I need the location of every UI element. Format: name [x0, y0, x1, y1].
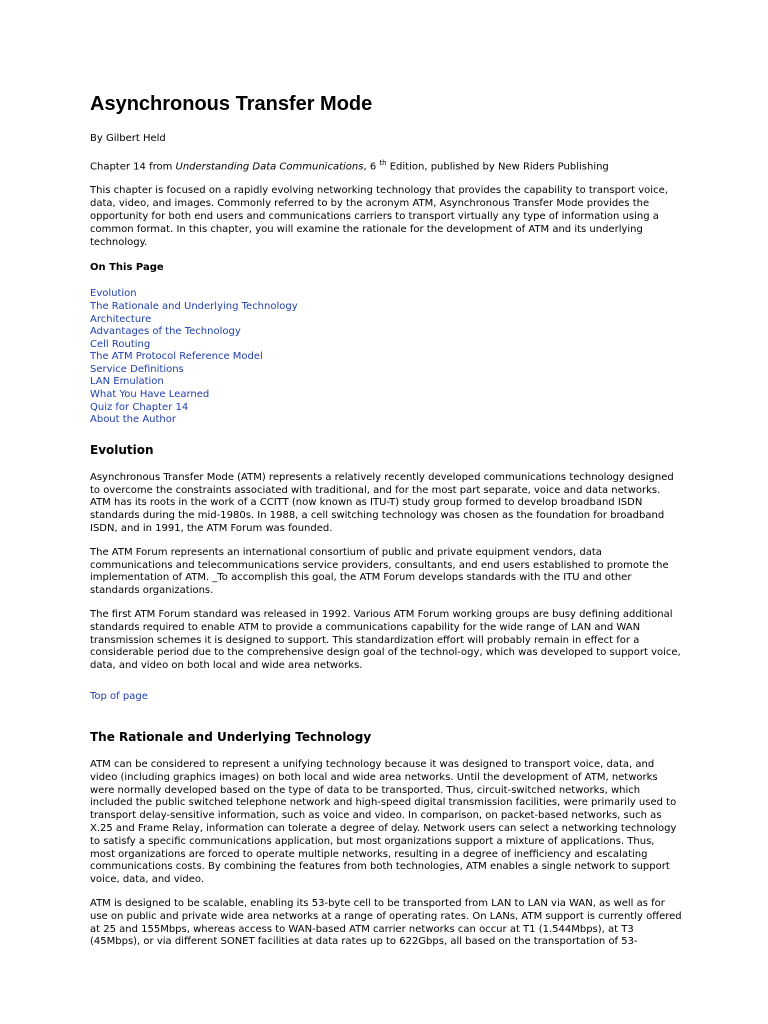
publisher-text: Edition, published by New Riders Publishing: [386, 161, 609, 173]
toc-link-evolution[interactable]: Evolution: [90, 288, 137, 300]
edition-superscript: th: [379, 159, 387, 167]
evolution-paragraph-1: Asynchronous Transfer Mode (ATM) represents a relatively recently developed communications technology designed to overcome the constraints associated with traditional, and for the most part separate, voice and data networks. ATM has its roots in the work of a CCITT (now known as ITU-T) study group formed to develop broadband ISDN standards during the mid-1980s. In 1988, a cell switching technology was chosen as the foundation for broadband ISDN, and in 1991, the ATM Forum was founded.: [90, 471, 674, 535]
on-this-page-heading: On This Page: [90, 262, 164, 274]
rationale-paragraph-2: ATM is designed to be scalable, enabling its 53-byte cell to be transported from LAN to LAN via WAN, as well as for use on public and private wide area networks at a range of operating rates. On LANs, ATM support is currently offered at 25 and 155Mbps, whereas access to WAN-based ATM carrier networks can occur at T1 (1.544Mbps), at T3 (45Mbps), or via different SONET facilities at data rates up to 622Gbps, all based on the transportation of 53-: [90, 897, 682, 948]
toc-link-quiz[interactable]: Quiz for Chapter 14: [90, 401, 189, 413]
evolution-paragraph-3: The first ATM Forum standard was released in 1992. Various ATM Forum working groups are busy defining additional standards required to enable ATM to provide a communications capability for the wide range of LAN and WAN transmission schemes it is designed to support. This standardization effort will probably remain in effect for a considerable period due to the comprehensive design goal of the technol-ogy, which was developed to support voice, data, and video on both local and wide area networks.: [90, 609, 681, 672]
top-link-container: [90, 684, 682, 719]
intro-paragraph: This chapter is focused on a rapidly evolving networking technology that provides the capability to transport voice, data, video, and images. Commonly referred to by the acronym ATM, Asynchronous Transfer Mode provides the opportunity for both end users and communications carriers to transport virtually any type of information using a common format. In this chapter, you will examine the rationale for the development of ATM and its underlying technology.: [90, 185, 668, 248]
chapter-source: [90, 157, 682, 173]
author-byline: By Gilbert Held: [90, 133, 166, 144]
chapter-prefix: Chapter 14 from: [90, 161, 176, 173]
section-heading-evolution: Evolution: [90, 442, 154, 457]
table-of-contents: [90, 288, 682, 427]
toc-link-what-learned[interactable]: What You Have Learned: [90, 389, 210, 401]
toc-link-rationale[interactable]: The Rationale and Underlying Technology: [90, 300, 298, 312]
book-title: Understanding Data Communications: [175, 161, 364, 173]
toc-link-cell-routing[interactable]: Cell Routing: [90, 338, 151, 350]
page-title: Asynchronous Transfer Mode: [90, 93, 373, 115]
toc-link-lan-emulation[interactable]: LAN Emulation: [90, 376, 164, 388]
toc-link-protocol-model[interactable]: The ATM Protocol Reference Model: [90, 351, 263, 363]
toc-link-about-author[interactable]: About the Author: [90, 414, 177, 426]
toc-link-service-definitions[interactable]: Service Definitions: [90, 363, 184, 375]
toc-link-advantages[interactable]: Advantages of the Technology: [90, 326, 241, 338]
article: [90, 88, 682, 960]
toc-link-architecture[interactable]: Architecture: [90, 313, 152, 325]
section-heading-rationale: The Rationale and Underlying Technology: [90, 730, 372, 744]
rationale-paragraph-1: ATM can be considered to represent a unifying technology because it was designed to transport voice, data, and video (including graphics images) on both local and wide area networks. Until the development of ATM, networks were normally developed based on the type of data to be transported. Thus, circuit-switched networks, which included the public switched telephone network and high-speed digital transmission facilities, were primarily used to transport delay-sensitive information, such as voice and video. In comparison, on packet-based networks, such as X.25 and Frame Relay, information can tolerate a degree of delay. Network users can select a networking technology to satisfy a specific communications application, but most organizations support a mixture of applications. Thus, most organizations are forced to operate multiple networks, resulting in a degree of inefficiency and escalating communications costs. By combining the features from both technologies, ATM enables a single network to support voice, data, and video.: [90, 759, 677, 886]
evolution-paragraph-2: The ATM Forum represents an international consortium of public and private equipment vendors, data communications and telecommunications service providers, consultants, and end users established to promote the implementation of ATM. _To accomplish this goal, the ATM Forum develops standards with the ITU and other standards organizations.: [90, 546, 669, 597]
top-of-page-link[interactable]: Top of page: [90, 691, 148, 702]
edition-number: , 6: [363, 161, 380, 173]
